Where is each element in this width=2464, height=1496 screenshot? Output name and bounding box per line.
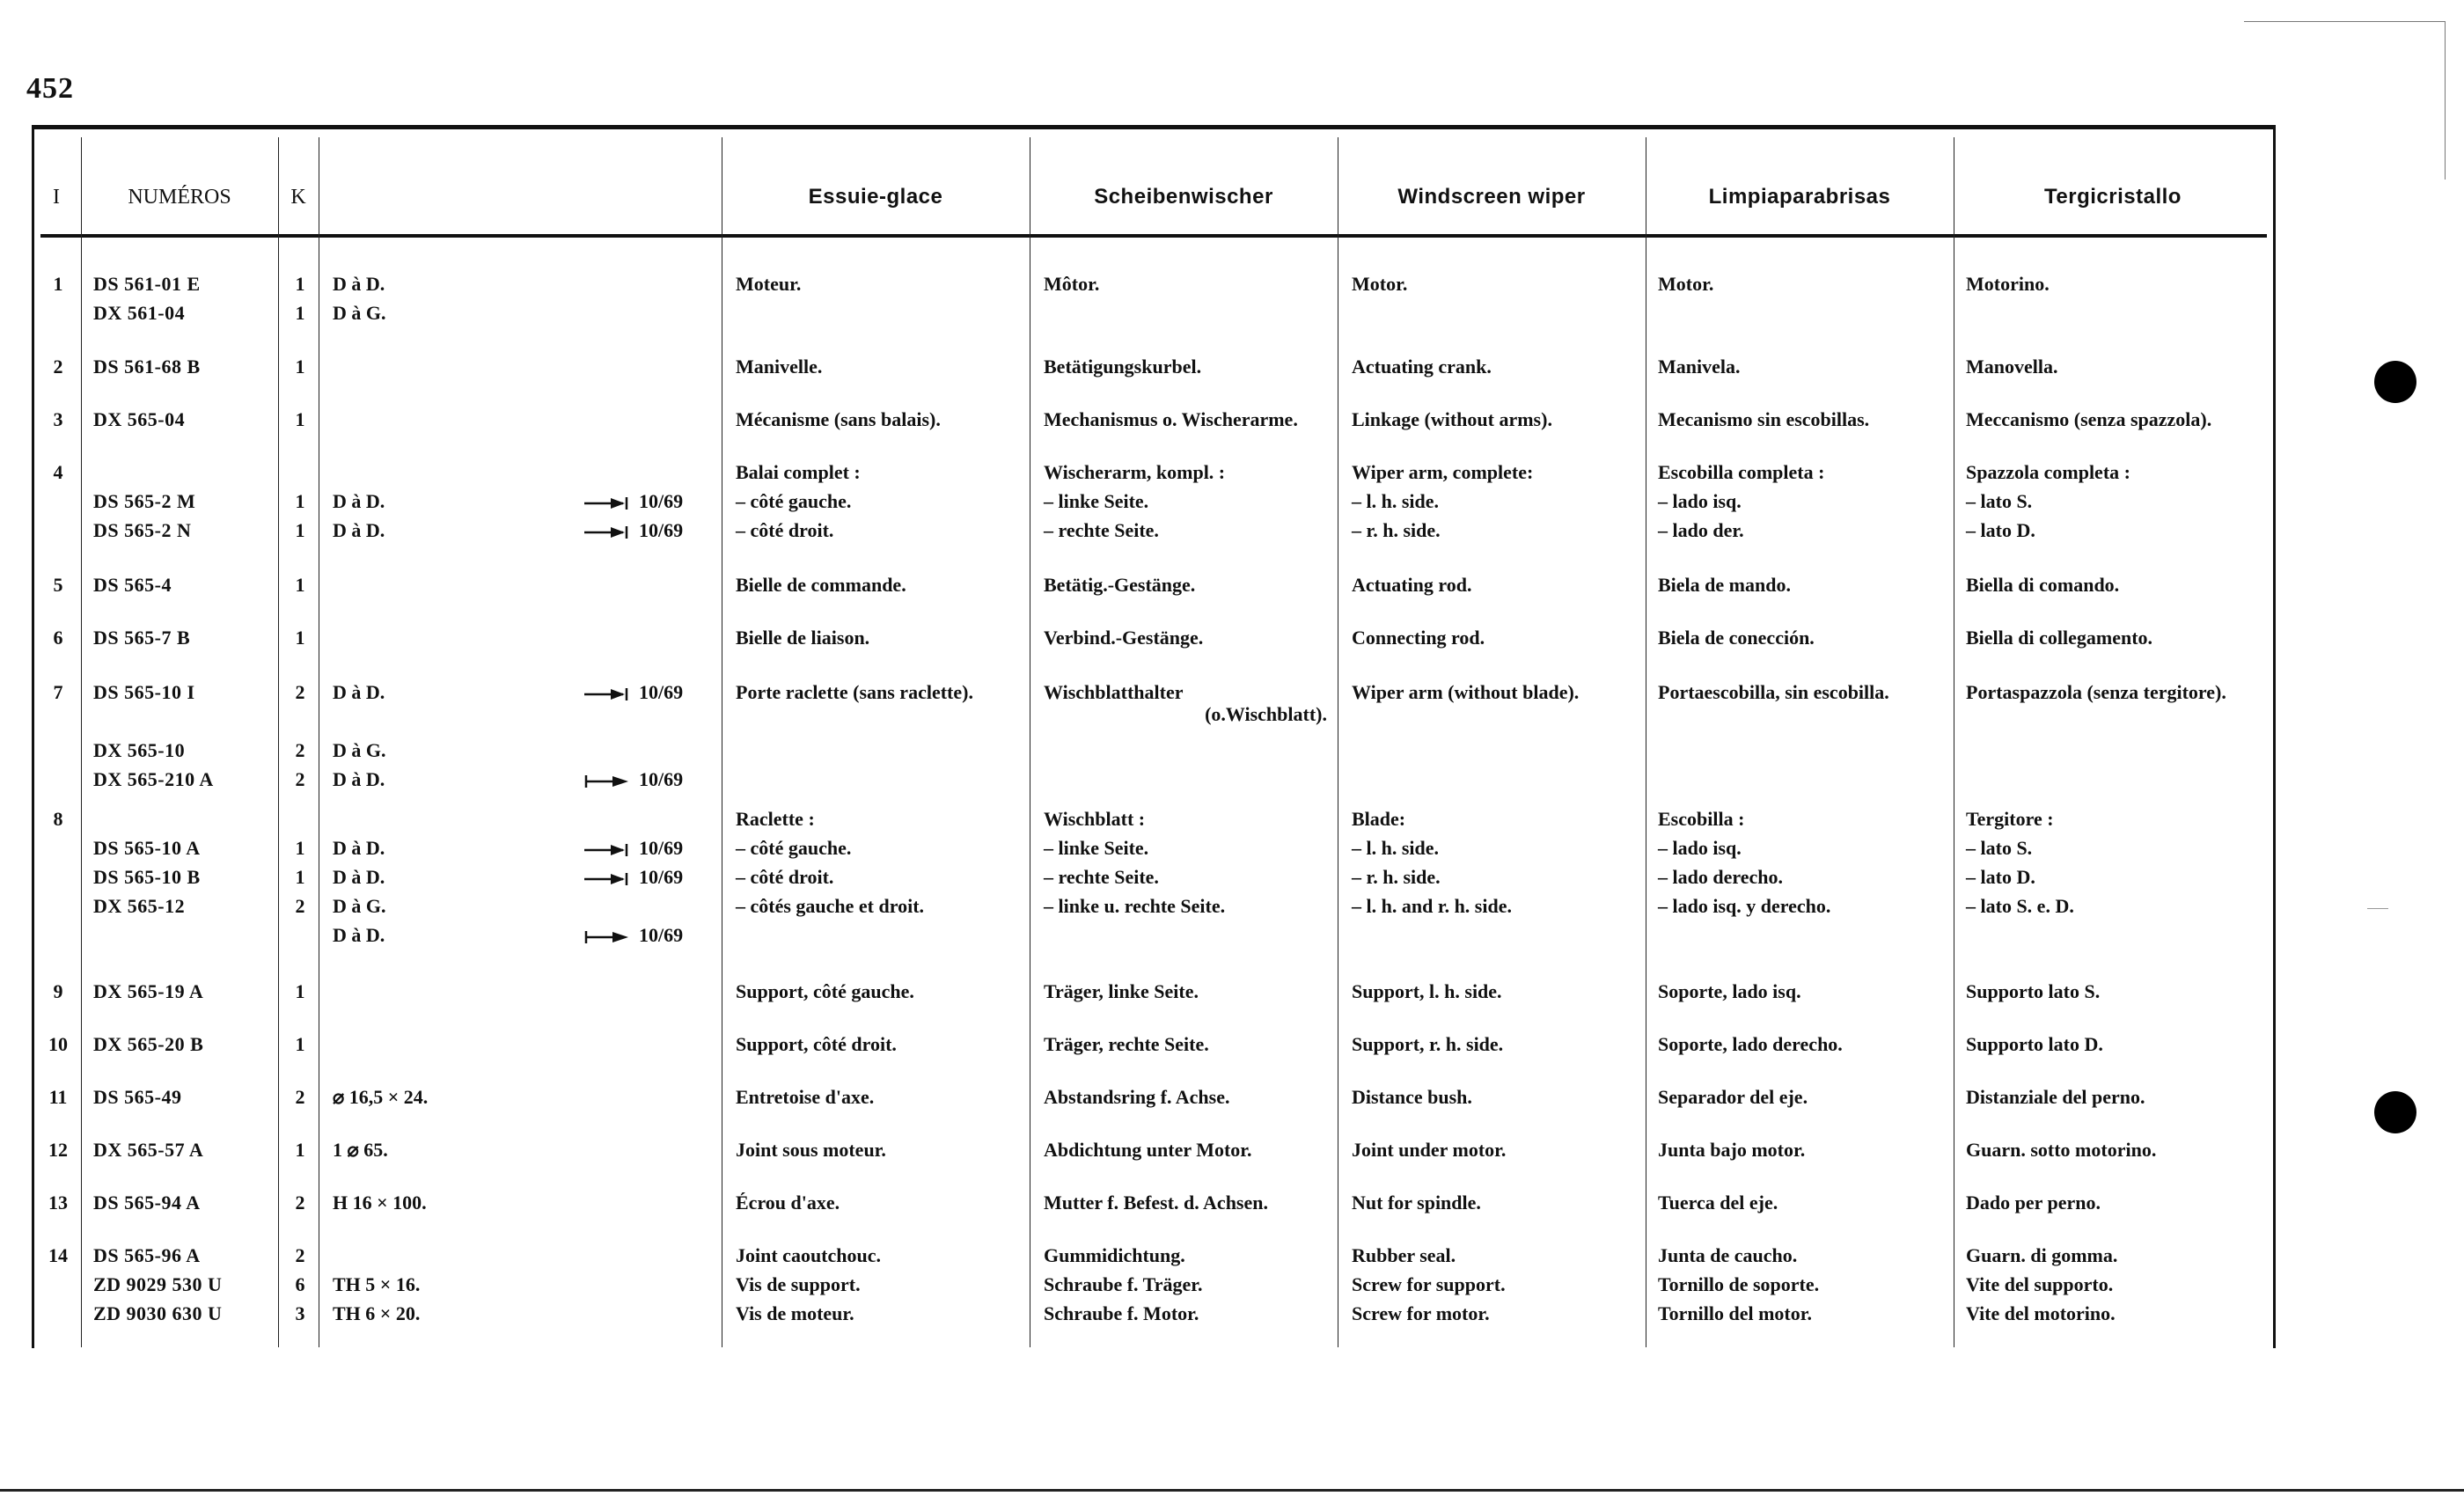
description-italian: Vite del supporto. <box>1966 1273 2114 1295</box>
validity-date-text: 10/69 <box>639 837 684 859</box>
description-german: – linke Seite. <box>1044 490 1149 512</box>
fitment-note: D à D. <box>333 924 385 946</box>
table-top-border <box>32 125 2276 129</box>
row-index: 13 <box>48 1192 68 1214</box>
description-german: Gummidichtung. <box>1044 1244 1185 1266</box>
description-italian: – lato D. <box>1966 866 2035 888</box>
validity-date <box>584 765 711 794</box>
description-german: Betätigungskurbel. <box>1044 356 1202 378</box>
description-french: Support, côté gauche. <box>736 980 914 1002</box>
row-index: 11 <box>48 1086 68 1108</box>
part-number: DS 565-10 A <box>93 837 201 859</box>
description-french: Manivelle. <box>736 356 823 378</box>
part-number: DS 561-68 B <box>93 356 201 378</box>
description-english: Connecting rod. <box>1352 627 1485 649</box>
description-german: Wischerarm, kompl. : <box>1044 461 1226 483</box>
description-spanish: – lado isq. y derecho. <box>1658 895 1831 917</box>
row-index: 4 <box>53 461 63 483</box>
from-arrow-icon <box>584 930 632 944</box>
quantity: 1 <box>295 866 305 888</box>
header-french: Essuie-glace <box>808 185 943 209</box>
description-english: Linkage (without arms). <box>1352 408 1552 430</box>
description-english: Wiper arm (without blade). <box>1352 681 1580 703</box>
description-german: Verbind.-Gestänge. <box>1044 627 1204 649</box>
description-italian: – lato S. <box>1966 490 2033 512</box>
header-qty: K <box>290 186 306 209</box>
part-number: DS 565-10 I <box>93 681 195 703</box>
fitment-note: TH 6 × 20. <box>333 1302 421 1324</box>
description-english: Support, l. h. side. <box>1352 980 1502 1002</box>
description-german: Abdichtung unter Motor. <box>1044 1139 1252 1161</box>
description-spanish: Biela de mando. <box>1658 574 1791 596</box>
row-index: 6 <box>53 627 63 649</box>
row-index: 1 <box>53 273 63 295</box>
description-spanish: Mecanismo sin escobillas. <box>1658 408 1870 430</box>
part-number: DS 565-2 N <box>93 519 192 541</box>
table-left-border <box>32 125 34 1348</box>
quantity: 1 <box>295 837 305 859</box>
description-spanish: Portaescobilla, sin escobilla. <box>1658 681 1889 703</box>
from-arrow-icon <box>584 774 632 788</box>
description-italian: Supporto lato D. <box>1966 1033 2103 1055</box>
validity-date-text: 10/69 <box>639 924 684 946</box>
description-german: Abstandsring f. Achse. <box>1044 1086 1230 1108</box>
part-number: DS 561-01 E <box>93 273 201 295</box>
description-english: – l. h. side. <box>1352 490 1440 512</box>
description-english: Rubber seal. <box>1352 1244 1456 1266</box>
description-english: Wiper arm, complete: <box>1352 461 1534 483</box>
description-spanish: – lado der. <box>1658 519 1744 541</box>
description-italian: Portaspazzola (senza tergitore). <box>1966 681 2226 703</box>
description-spanish: Biela de conección. <box>1658 627 1815 649</box>
description-italian: Guarn. sotto motorino. <box>1966 1139 2157 1161</box>
quantity: 1 <box>295 519 305 541</box>
description-english: Motor. <box>1352 273 1408 295</box>
description-german: Wischblatthalter <box>1044 681 1184 703</box>
fitment-note: D à D. <box>333 273 385 295</box>
row-index: 14 <box>48 1244 68 1266</box>
column-divider <box>278 137 279 1347</box>
fitment-note: D à D. <box>333 681 385 703</box>
description-italian: Dado per perno. <box>1966 1192 2101 1214</box>
quantity: 1 <box>295 490 305 512</box>
until-arrow-icon <box>584 687 632 701</box>
part-number: DX 565-04 <box>93 408 186 430</box>
part-number: DX 565-19 A <box>93 980 204 1002</box>
description-spanish: Escobilla : <box>1658 808 1745 830</box>
description-english: Distance bush. <box>1352 1086 1472 1108</box>
description-italian: Manovella. <box>1966 356 2058 378</box>
description-french: – côté droit. <box>736 519 834 541</box>
description-english: – r. h. side. <box>1352 866 1441 888</box>
quantity: 2 <box>295 1086 305 1108</box>
description-french: Support, côté droit. <box>736 1033 897 1055</box>
description-spanish: – lado isq. <box>1658 837 1742 859</box>
description-french: Mécanisme (sans balais). <box>736 408 941 430</box>
quantity: 2 <box>295 1244 305 1266</box>
until-arrow-icon <box>584 496 632 510</box>
description-italian: Meccanismo (senza spazzola). <box>1966 408 2212 430</box>
punch-hole-bottom <box>2374 1091 2416 1133</box>
punch-hole-top <box>2374 361 2416 403</box>
quantity: 1 <box>295 1033 305 1055</box>
header-index: I <box>53 186 60 209</box>
header-spanish: Limpiaparabrisas <box>1708 185 1891 209</box>
description-english: Screw for motor. <box>1352 1302 1490 1324</box>
description-french: Bielle de commande. <box>736 574 906 596</box>
validity-date-text: 10/69 <box>639 768 684 790</box>
part-number: DS 565-49 <box>93 1086 182 1108</box>
fitment-note: D à D. <box>333 837 385 859</box>
description-french: Vis de support. <box>736 1273 861 1295</box>
description-german: Mutter f. Befest. d. Achsen. <box>1044 1192 1268 1214</box>
row-index: 12 <box>48 1139 68 1161</box>
description-spanish: Junta bajo motor. <box>1658 1139 1806 1161</box>
description-french: – côté droit. <box>736 866 834 888</box>
description-french: Vis de moteur. <box>736 1302 854 1324</box>
description-english: Nut for spindle. <box>1352 1192 1481 1214</box>
description-german: Träger, linke Seite. <box>1044 980 1199 1002</box>
validity-date-text: 10/69 <box>639 866 684 888</box>
description-french: Bielle de liaison. <box>736 627 870 649</box>
description-italian: Biella di comando. <box>1966 574 2120 596</box>
until-arrow-icon <box>584 525 632 539</box>
fitment-note: 1 ⌀ 65. <box>333 1139 388 1161</box>
quantity: 1 <box>295 302 305 324</box>
description-spanish: Tuerca del eje. <box>1658 1192 1778 1214</box>
validity-date <box>584 920 711 950</box>
bottom-rule <box>0 1489 2464 1492</box>
fitment-note: D à D. <box>333 519 385 541</box>
until-arrow-icon <box>584 843 632 857</box>
row-index: 8 <box>53 808 63 830</box>
validity-date <box>584 862 711 891</box>
row-index: 5 <box>53 574 63 596</box>
description-italian: Spazzola completa : <box>1966 461 2130 483</box>
part-number: DS 565-2 M <box>93 490 196 512</box>
description-italian: Motorino. <box>1966 273 2050 295</box>
validity-date <box>584 678 711 707</box>
header-german: Scheibenwischer <box>1094 185 1273 209</box>
description-spanish: Tornillo de soporte. <box>1658 1273 1820 1295</box>
description-english: Actuating crank. <box>1352 356 1492 378</box>
part-number: DX 565-57 A <box>93 1139 204 1161</box>
description-german: Schraube f. Motor. <box>1044 1302 1199 1324</box>
description-english: Support, r. h. side. <box>1352 1033 1504 1055</box>
quantity: 1 <box>295 627 305 649</box>
description-german: – linke Seite. <box>1044 837 1149 859</box>
description-spanish: Soporte, lado derecho. <box>1658 1033 1843 1055</box>
description-italian: Vite del motorino. <box>1966 1302 2116 1324</box>
parts-table <box>32 125 2276 1348</box>
description-german: Mechanismus o. Wischerarme. <box>1044 408 1298 430</box>
description-spanish: – lado derecho. <box>1658 866 1783 888</box>
description-italian: Guarn. di gomma. <box>1966 1244 2118 1266</box>
description-french: – côtés gauche et droit. <box>736 895 925 917</box>
part-number: DX 565-12 <box>93 895 186 917</box>
description-french: – côté gauche. <box>736 490 852 512</box>
description-spanish: Soporte, lado isq. <box>1658 980 1801 1002</box>
part-number: DS 565-96 A <box>93 1244 201 1266</box>
row-index: 7 <box>53 681 63 703</box>
description-italian: – lato S. <box>1966 837 2033 859</box>
validity-date <box>584 516 711 545</box>
corner-rule-side <box>2445 21 2446 180</box>
quantity: 2 <box>295 895 305 917</box>
part-number: DS 565-94 A <box>93 1192 201 1214</box>
description-italian: Distanziale del perno. <box>1966 1086 2145 1108</box>
description-english: Screw for support. <box>1352 1273 1506 1295</box>
description-english: – l. h. side. <box>1352 837 1440 859</box>
validity-date-text: 10/69 <box>639 681 684 703</box>
description-german: Träger, rechte Seite. <box>1044 1033 1209 1055</box>
quantity: 2 <box>295 681 305 703</box>
description-french: Balai complet : <box>736 461 861 483</box>
row-index: 3 <box>53 408 63 430</box>
description-french: Entretoise d'axe. <box>736 1086 875 1108</box>
fitment-note: D à D. <box>333 768 385 790</box>
description-italian: Tergitore : <box>1966 808 2054 830</box>
corner-rule <box>2244 21 2445 22</box>
description-german: Wischblatt : <box>1044 808 1146 830</box>
table-right-border <box>2273 125 2276 1348</box>
description-german: Betätig.-Gestänge. <box>1044 574 1196 596</box>
description-italian: Supporto lato S. <box>1966 980 2101 1002</box>
description-french: Porte raclette (sans raclette). <box>736 681 973 703</box>
quantity: 1 <box>295 273 305 295</box>
row-index: 9 <box>53 980 63 1002</box>
description-spanish: Manivela. <box>1658 356 1741 378</box>
fitment-note: D à G. <box>333 302 386 324</box>
part-number: DX 561-04 <box>93 302 186 324</box>
until-arrow-icon <box>584 872 632 886</box>
description-english: Actuating rod. <box>1352 574 1472 596</box>
description-spanish: Junta de caucho. <box>1658 1244 1798 1266</box>
description-spanish: Separador del eje. <box>1658 1086 1808 1108</box>
quantity: 2 <box>295 739 305 761</box>
description-german: – linke u. rechte Seite. <box>1044 895 1226 917</box>
header-italian: Tergicristallo <box>2044 185 2182 209</box>
description-english: Blade: <box>1352 808 1406 830</box>
quantity: 2 <box>295 768 305 790</box>
header-numbers: NUMÉROS <box>128 186 231 209</box>
description-english: – l. h. and r. h. side. <box>1352 895 1512 917</box>
description-french: Joint sous moteur. <box>736 1139 886 1161</box>
row-index: 2 <box>53 356 63 378</box>
fitment-note: D à D. <box>333 866 385 888</box>
part-number: DX 565-10 <box>93 739 186 761</box>
quantity: 2 <box>295 1192 305 1214</box>
description-spanish: Motor. <box>1658 273 1714 295</box>
description-french: Écrou d'axe. <box>736 1192 840 1214</box>
part-number: DS 565-4 <box>93 574 172 596</box>
quantity: 3 <box>295 1302 305 1324</box>
part-number: DX 565-210 A <box>93 768 214 790</box>
part-number: DS 565-7 B <box>93 627 191 649</box>
description-german: (o.Wischblatt). <box>1205 703 1327 725</box>
description-english: Joint under motor. <box>1352 1139 1507 1161</box>
quantity: 1 <box>295 980 305 1002</box>
quantity: 1 <box>295 1139 305 1161</box>
description-german: – rechte Seite. <box>1044 866 1159 888</box>
description-spanish: – lado isq. <box>1658 490 1742 512</box>
header-rule <box>40 234 2267 238</box>
validity-date <box>584 833 711 862</box>
description-german: Schraube f. Träger. <box>1044 1273 1203 1295</box>
part-number: ZD 9030 630 U <box>93 1302 223 1324</box>
column-divider <box>81 137 82 1347</box>
description-english: – r. h. side. <box>1352 519 1441 541</box>
quantity: 6 <box>295 1273 305 1295</box>
quantity: 1 <box>295 574 305 596</box>
part-number: DS 565-10 B <box>93 866 201 888</box>
description-french: Raclette : <box>736 808 815 830</box>
description-german: – rechte Seite. <box>1044 519 1159 541</box>
row-index: 10 <box>48 1033 68 1055</box>
page-number: 452 <box>26 72 74 105</box>
description-spanish: Escobilla completa : <box>1658 461 1825 483</box>
validity-date-text: 10/69 <box>639 519 684 541</box>
description-german: Môtor. <box>1044 273 1100 295</box>
validity-date-text: 10/69 <box>639 490 684 512</box>
validity-date <box>584 487 711 516</box>
fitment-note: TH 5 × 16. <box>333 1273 421 1295</box>
fitment-note: D à G. <box>333 739 386 761</box>
fitment-note: D à D. <box>333 490 385 512</box>
description-french: Joint caoutchouc. <box>736 1244 881 1266</box>
fitment-note: ⌀ 16,5 × 24. <box>333 1086 429 1108</box>
description-italian: – lato D. <box>1966 519 2035 541</box>
part-number: ZD 9029 530 U <box>93 1273 223 1295</box>
fitment-note: D à G. <box>333 895 386 917</box>
description-french: Moteur. <box>736 273 802 295</box>
fitment-note: H 16 × 100. <box>333 1192 427 1214</box>
quantity: 1 <box>295 356 305 378</box>
part-number: DX 565-20 B <box>93 1033 204 1055</box>
description-italian: Biella di collegamento. <box>1966 627 2153 649</box>
quantity: 1 <box>295 408 305 430</box>
header-english: Windscreen wiper <box>1397 185 1586 209</box>
description-french: – côté gauche. <box>736 837 852 859</box>
description-spanish: Tornillo del motor. <box>1658 1302 1813 1324</box>
margin-dash <box>2367 908 2388 909</box>
description-italian: – lato S. e. D. <box>1966 895 2074 917</box>
